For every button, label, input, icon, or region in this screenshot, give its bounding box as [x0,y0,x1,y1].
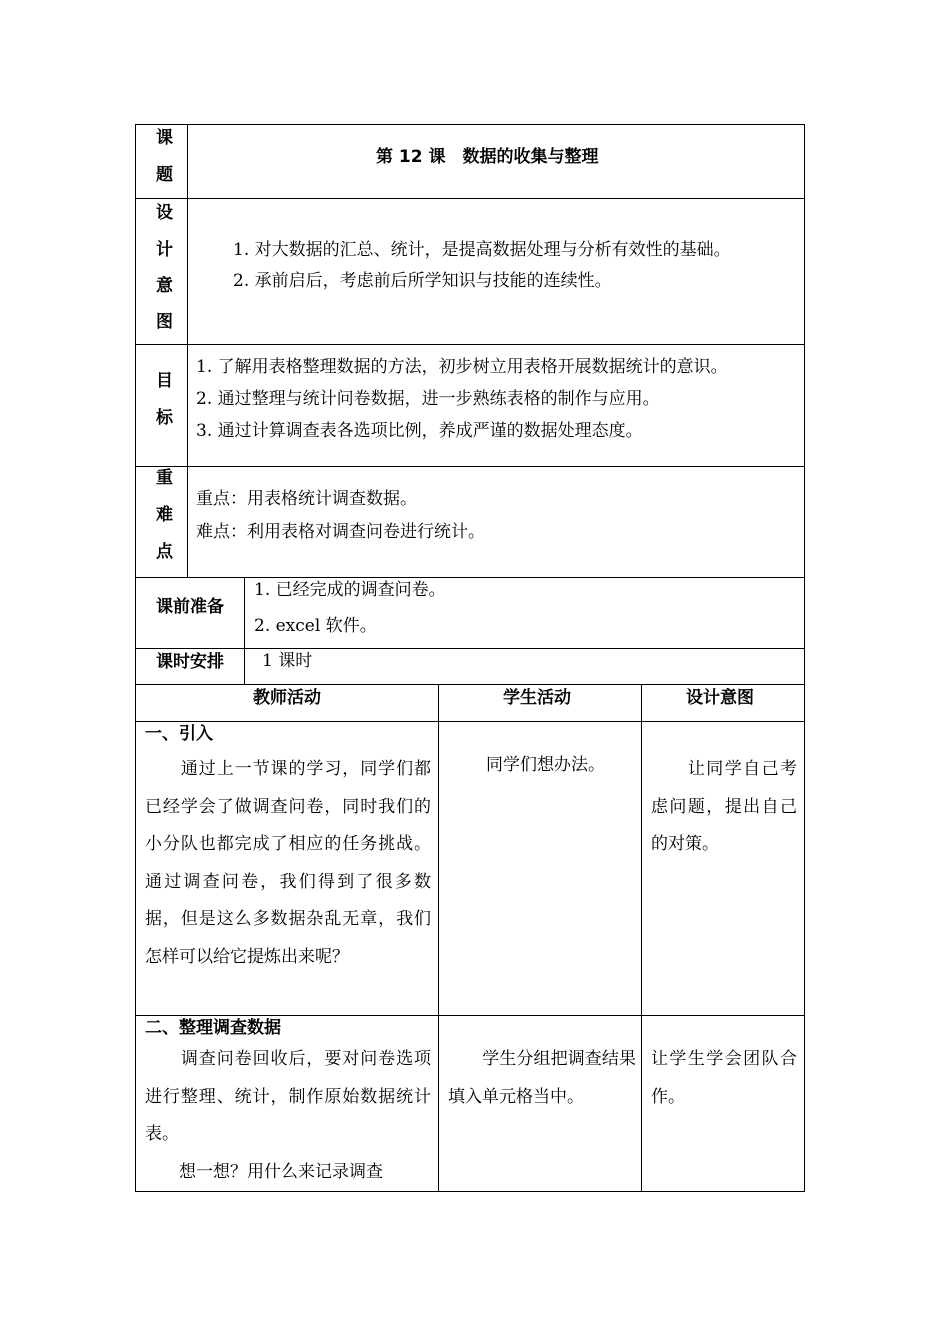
design-intent-label-char: 计 [156,240,173,260]
design-intent-label-char: 意 [156,276,173,296]
section2-teacher-text: 想一想？用什么来记录调查 [145,1162,383,1182]
section2-teacher-text: 调查问卷回收后，要对问卷选项进行整理、统计，制作原始数据统计表。 [145,1049,431,1144]
goal-item: 3. 通过计算调查表各选项比例，养成严谨的数据处理态度。 [196,421,643,441]
schedule-value: 1 课时 [262,651,313,671]
goals-label-char: 标 [156,408,173,428]
design-intent-header: 设计意图 [686,688,754,708]
key-difficult-label-char: 点 [156,542,173,562]
goal-item: 2. 通过整理与统计问卷数据，进一步熟练表格的制作与应用。 [196,389,660,409]
student-activity-header: 学生活动 [503,688,571,708]
key-difficult-label-char: 重 [156,468,173,488]
schedule-label: 课时安排 [156,652,224,672]
goals-label-char: 目 [156,371,173,391]
goals-label-cell [135,344,188,467]
design-intent-label-char: 设 [156,203,173,223]
key-difficult-label-char: 难 [156,505,173,525]
section1-heading: 一、引入 [145,724,213,744]
section1-intent-text: 让同学自己考虑问题，提出自己的对策。 [651,759,797,854]
teacher-activity-header: 教师活动 [253,688,321,708]
preparation-item: 2. excel 软件。 [254,616,377,636]
design-intent-item: 2. 承前启后，考虑前后所学知识与技能的连续性。 [233,271,612,291]
design-intent-item: 1. 对大数据的汇总、统计，是提高数据处理与分析有效性的基础。 [233,240,731,260]
lesson-title: 第 12 课 数据的收集与整理 [376,147,599,167]
difficult-point-text: 难点：利用表格对调查问卷进行统计。 [196,522,485,542]
section1-teacher-text: 通过上一节课的学习，同学们都已经学会了做调查问卷，同时我们的小分队也都完成了相应的任务挑战。通过调查问卷，我们得到了很多数据，但是这么多数据杂乱无章，我们怎样可以给它提炼出来呢？ [145,759,431,967]
goal-item: 1. 了解用表格整理数据的方法，初步树立用表格开展数据统计的意识。 [196,357,728,377]
section2-heading: 二、整理调查数据 [145,1018,281,1038]
design-intent-label-char: 图 [156,312,173,332]
section1-student-text: 同学们想办法。 [486,755,605,775]
section2-student-text: 学生分组把调查结果填入单元格当中。 [448,1049,636,1107]
topic-label-char: 题 [156,165,173,185]
preparation-item: 1. 已经完成的调查问卷。 [254,580,446,600]
preparation-label: 课前准备 [156,597,224,617]
section2-intent-text: 让学生学会团队合作。 [651,1049,797,1107]
key-point-text: 重点：用表格统计调查数据。 [196,489,417,509]
schedule-content-cell [244,648,805,685]
topic-label-char: 课 [156,128,173,148]
